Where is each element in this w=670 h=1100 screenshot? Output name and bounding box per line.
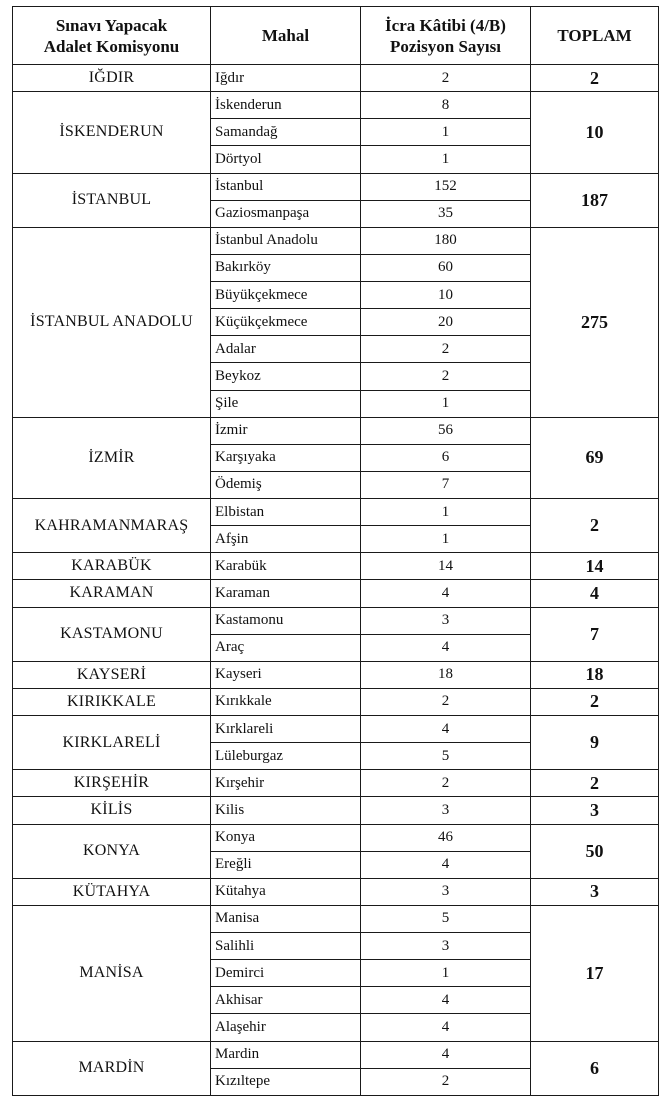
- mahal-cell: İstanbul Anadolu: [211, 227, 361, 254]
- mahal-cell: Iğdır: [211, 65, 361, 92]
- mahal-cell: İzmir: [211, 417, 361, 444]
- position-count-cell: 4: [361, 1014, 531, 1041]
- total-cell: 6: [531, 1041, 659, 1096]
- commission-cell: KIRKLARELİ: [13, 716, 211, 770]
- commission-cell: KARABÜK: [13, 553, 211, 580]
- position-count-cell: 6: [361, 444, 531, 471]
- commission-cell: İSTANBUL ANADOLU: [13, 227, 211, 417]
- mahal-cell: İstanbul: [211, 173, 361, 200]
- mahal-cell: Salihli: [211, 933, 361, 960]
- commission-cell: KASTAMONU: [13, 607, 211, 661]
- table-row: [13, 661, 659, 688]
- table-row: [13, 553, 659, 580]
- total-cell: 4: [531, 580, 659, 607]
- commission-cell: KONYA: [13, 824, 211, 878]
- position-count-cell: 18: [361, 661, 531, 688]
- commission-cell: MARDİN: [13, 1041, 211, 1096]
- mahal-cell: Mardin: [211, 1041, 361, 1068]
- position-count-cell: 2: [361, 688, 531, 715]
- total-cell: 3: [531, 878, 659, 905]
- total-cell: 18: [531, 661, 659, 688]
- position-count-cell: 1: [361, 499, 531, 526]
- mahal-cell: Bakırköy: [211, 254, 361, 281]
- mahal-cell: Afşin: [211, 526, 361, 553]
- commission-cell: MANİSA: [13, 905, 211, 1041]
- position-count-cell: 46: [361, 824, 531, 851]
- mahal-cell: Adalar: [211, 336, 361, 363]
- total-cell: 7: [531, 607, 659, 661]
- position-count-cell: 180: [361, 227, 531, 254]
- mahal-cell: Dörtyol: [211, 146, 361, 173]
- table-row: [13, 227, 659, 254]
- table-row: [13, 716, 659, 743]
- position-count-cell: 35: [361, 200, 531, 227]
- header-row: [13, 7, 659, 65]
- total-cell: 2: [531, 770, 659, 797]
- header-mahal: Mahal: [211, 7, 361, 65]
- position-count-cell: 4: [361, 987, 531, 1014]
- mahal-cell: Kilis: [211, 797, 361, 824]
- position-count-cell: 2: [361, 770, 531, 797]
- mahal-cell: Alaşehir: [211, 1014, 361, 1041]
- position-count-cell: 5: [361, 743, 531, 770]
- mahal-cell: Akhisar: [211, 987, 361, 1014]
- table-row: [13, 878, 659, 905]
- mahal-cell: İskenderun: [211, 92, 361, 119]
- total-cell: 2: [531, 688, 659, 715]
- commission-cell: İSTANBUL: [13, 173, 211, 227]
- document-page: [12, 6, 658, 1096]
- mahal-cell: Konya: [211, 824, 361, 851]
- position-count-cell: 2: [361, 1068, 531, 1095]
- position-count-cell: 5: [361, 905, 531, 932]
- table-row: [13, 607, 659, 634]
- mahal-cell: Lüleburgaz: [211, 743, 361, 770]
- mahal-cell: Büyükçekmece: [211, 282, 361, 309]
- position-count-cell: 1: [361, 119, 531, 146]
- position-count-cell: 3: [361, 797, 531, 824]
- mahal-cell: Kayseri: [211, 661, 361, 688]
- position-count-cell: 8: [361, 92, 531, 119]
- total-cell: 10: [531, 92, 659, 173]
- position-count-cell: 3: [361, 878, 531, 905]
- total-cell: 17: [531, 905, 659, 1041]
- position-count-cell: 1: [361, 146, 531, 173]
- mahal-cell: Kütahya: [211, 878, 361, 905]
- mahal-cell: Şile: [211, 390, 361, 417]
- table-row: [13, 65, 659, 92]
- mahal-cell: Kırıkkale: [211, 688, 361, 715]
- position-count-cell: 56: [361, 417, 531, 444]
- position-count-cell: 2: [361, 363, 531, 390]
- position-count-cell: 1: [361, 526, 531, 553]
- position-count-cell: 2: [361, 65, 531, 92]
- table-row: [13, 499, 659, 526]
- total-cell: 187: [531, 173, 659, 227]
- total-cell: 14: [531, 553, 659, 580]
- position-count-cell: 4: [361, 851, 531, 878]
- total-cell: 2: [531, 499, 659, 553]
- header-total: TOPLAM: [531, 7, 659, 65]
- table-row: [13, 797, 659, 824]
- position-count-cell: 7: [361, 471, 531, 498]
- mahal-cell: Samandağ: [211, 119, 361, 146]
- mahal-cell: Karaman: [211, 580, 361, 607]
- commission-cell: KİLİS: [13, 797, 211, 824]
- position-count-cell: 60: [361, 254, 531, 281]
- position-count-cell: 3: [361, 607, 531, 634]
- table-row: [13, 688, 659, 715]
- commission-cell: KÜTAHYA: [13, 878, 211, 905]
- table-row: [13, 417, 659, 444]
- positions-table: [12, 6, 659, 1096]
- position-count-cell: 152: [361, 173, 531, 200]
- mahal-cell: Demirci: [211, 960, 361, 987]
- position-count-cell: 4: [361, 716, 531, 743]
- position-count-cell: 4: [361, 580, 531, 607]
- mahal-cell: Karabük: [211, 553, 361, 580]
- commission-cell: KAHRAMANMARAŞ: [13, 499, 211, 553]
- position-count-cell: 1: [361, 390, 531, 417]
- position-count-cell: 20: [361, 309, 531, 336]
- mahal-cell: Elbistan: [211, 499, 361, 526]
- commission-cell: İZMİR: [13, 417, 211, 498]
- mahal-cell: Gaziosmanpaşa: [211, 200, 361, 227]
- header-commission: Sınavı Yapacak Adalet Komisyonu: [13, 7, 211, 65]
- mahal-cell: Araç: [211, 634, 361, 661]
- commission-cell: İSKENDERUN: [13, 92, 211, 173]
- table-row: [13, 173, 659, 200]
- commission-cell: KIRIKKALE: [13, 688, 211, 715]
- mahal-cell: Karşıyaka: [211, 444, 361, 471]
- total-cell: 50: [531, 824, 659, 878]
- table-body: [13, 65, 659, 1096]
- mahal-cell: Kızıltepe: [211, 1068, 361, 1095]
- mahal-cell: Kastamonu: [211, 607, 361, 634]
- total-cell: 3: [531, 797, 659, 824]
- commission-cell: KAYSERİ: [13, 661, 211, 688]
- mahal-cell: Kırklareli: [211, 716, 361, 743]
- total-cell: 2: [531, 65, 659, 92]
- position-count-cell: 4: [361, 634, 531, 661]
- mahal-cell: Ereğli: [211, 851, 361, 878]
- table-row: [13, 1041, 659, 1068]
- table-row: [13, 770, 659, 797]
- commission-cell: KARAMAN: [13, 580, 211, 607]
- table-row: [13, 905, 659, 932]
- commission-cell: KIRŞEHİR: [13, 770, 211, 797]
- mahal-cell: Manisa: [211, 905, 361, 932]
- mahal-cell: Ödemiş: [211, 471, 361, 498]
- position-count-cell: 10: [361, 282, 531, 309]
- position-count-cell: 4: [361, 1041, 531, 1068]
- position-count-cell: 3: [361, 933, 531, 960]
- position-count-cell: 14: [361, 553, 531, 580]
- mahal-cell: Küçükçekmece: [211, 309, 361, 336]
- header-positions: İcra Kâtibi (4/B) Pozisyon Sayısı: [361, 7, 531, 65]
- commission-cell: IĞDIR: [13, 65, 211, 92]
- mahal-cell: Beykoz: [211, 363, 361, 390]
- total-cell: 275: [531, 227, 659, 417]
- position-count-cell: 1: [361, 960, 531, 987]
- table-row: [13, 824, 659, 851]
- table-row: [13, 92, 659, 119]
- total-cell: 9: [531, 716, 659, 770]
- table-row: [13, 580, 659, 607]
- total-cell: 69: [531, 417, 659, 498]
- position-count-cell: 2: [361, 336, 531, 363]
- mahal-cell: Kırşehir: [211, 770, 361, 797]
